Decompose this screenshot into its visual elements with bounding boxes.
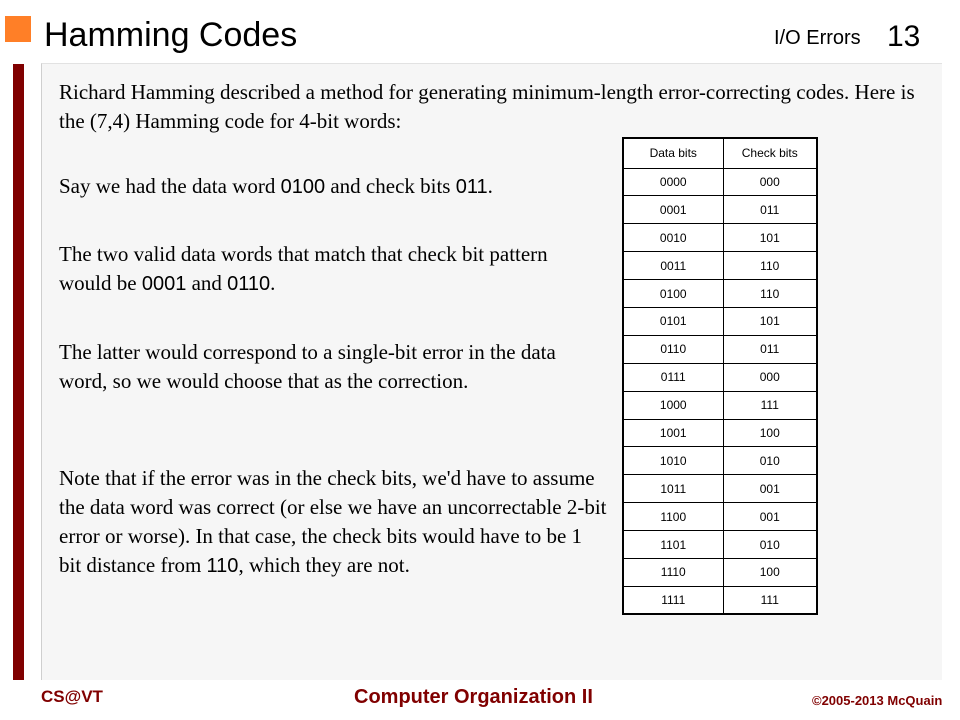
data-bits-cell: 1111	[623, 586, 723, 614]
example-text-3: .	[487, 174, 493, 198]
footer-copyright: ©2005-2013 McQuain	[812, 693, 943, 708]
table-row	[623, 558, 817, 586]
valid-words-text-2: and	[186, 271, 228, 295]
table-row	[623, 280, 817, 308]
data-bits-cell: 0000	[623, 168, 723, 196]
valid-words-text-1: The two valid data words that match that check bit pattern would be	[59, 242, 548, 295]
check-bit-error-paragraph	[59, 464, 609, 581]
intro-paragraph: Richard Hamming described a method for generating minimum-length error-correcting codes. Here is the (7,4) Hamming code for 4-bit words:	[59, 80, 915, 133]
example-text-2: and check bits	[325, 174, 456, 198]
check-bits-cell: 010	[723, 531, 817, 559]
data-bits-cell: 1000	[623, 391, 723, 419]
check-bits-cell: 101	[723, 224, 817, 252]
check-bits-cell: 000	[723, 363, 817, 391]
check-bits-cell: 000	[723, 168, 817, 196]
table-row	[623, 447, 817, 475]
data-bits-cell: 0001	[623, 196, 723, 224]
check-bits-cell: 100	[723, 558, 817, 586]
table-row	[623, 196, 817, 224]
data-bits-cell: 0100	[623, 280, 723, 308]
data-bits-cell: 0011	[623, 252, 723, 280]
slide-number: 13	[887, 20, 921, 53]
check-bit-value: 110	[206, 555, 239, 577]
data-bits-cell: 1101	[623, 531, 723, 559]
table-row	[623, 335, 817, 363]
table-row	[623, 224, 817, 252]
example-check-bits: 011	[455, 176, 488, 198]
table-row	[623, 168, 817, 196]
hamming-code-table	[622, 137, 818, 615]
example-text-1: Say we had the data word	[59, 174, 281, 198]
check-bits-cell: 001	[723, 475, 817, 503]
table-row	[623, 475, 817, 503]
title-accent-square	[5, 16, 31, 42]
table-row	[623, 307, 817, 335]
valid-word-1: 0001	[141, 273, 187, 295]
example-data-word: 0100	[280, 176, 326, 198]
data-bits-cell: 0101	[623, 307, 723, 335]
table-row	[623, 503, 817, 531]
example-paragraph	[59, 172, 599, 202]
valid-words-text-3: .	[270, 271, 276, 295]
correction-paragraph: The latter would correspond to a single-bit error in the data word, so we would choose that as the correction.	[59, 340, 556, 393]
footer-course-tag: CS@VT	[41, 687, 103, 706]
check-bits-cell: 111	[723, 586, 817, 614]
table-row	[623, 391, 817, 419]
slide-topic: I/O Errors	[774, 27, 861, 49]
table-row	[623, 586, 817, 614]
table-row	[623, 363, 817, 391]
left-accent-bar	[13, 64, 24, 680]
slide-title: Hamming Codes	[44, 16, 298, 54]
data-bits-cell: 0111	[623, 363, 723, 391]
footer-course-name: Computer Organization II	[354, 686, 593, 708]
data-bits-cell: 1001	[623, 419, 723, 447]
valid-words-paragraph	[59, 240, 599, 299]
data-bits-cell: 1010	[623, 447, 723, 475]
table-row	[623, 531, 817, 559]
check-bits-cell: 110	[723, 252, 817, 280]
check-bit-error-text-1: Note that if the error was in the check bits, we'd have to assume the data word was correct (or else we have an uncorrectable 2-bit error or worse). In that case, the check bits would have to be 1 bit distance from	[59, 466, 607, 577]
check-bits-cell: 011	[723, 196, 817, 224]
check-bits-cell: 111	[723, 391, 817, 419]
data-bits-cell: 1110	[623, 558, 723, 586]
data-bits-cell: 1011	[623, 475, 723, 503]
check-bits-cell: 101	[723, 307, 817, 335]
data-bits-cell: 0110	[623, 335, 723, 363]
column-header-check-bits: Check bits	[723, 138, 817, 168]
table-header-row	[623, 138, 817, 168]
check-bit-error-text-2: , which they are not.	[238, 553, 410, 577]
table-row	[623, 252, 817, 280]
check-bits-cell: 110	[723, 280, 817, 308]
check-bits-cell: 001	[723, 503, 817, 531]
data-bits-cell: 1100	[623, 503, 723, 531]
data-bits-cell: 0010	[623, 224, 723, 252]
valid-word-2: 0110	[227, 273, 271, 295]
check-bits-cell: 011	[723, 335, 817, 363]
check-bits-cell: 010	[723, 447, 817, 475]
column-header-data-bits: Data bits	[623, 138, 723, 168]
check-bits-cell: 100	[723, 419, 817, 447]
table-row	[623, 419, 817, 447]
